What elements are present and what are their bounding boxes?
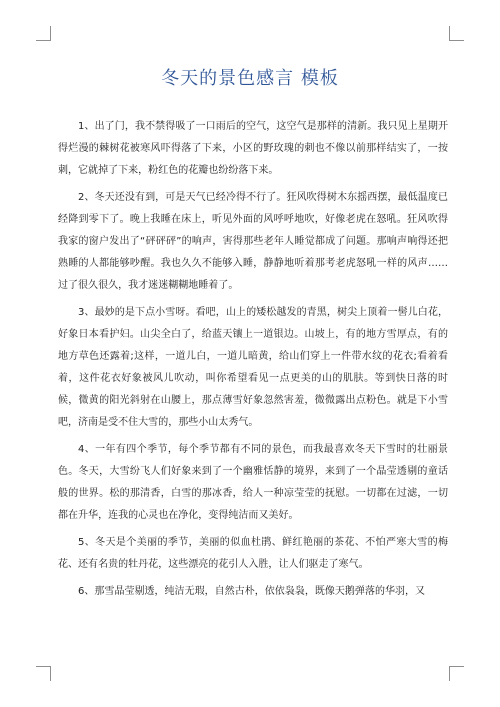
document-body <box>58 116 448 608</box>
crop-mark-top-right <box>449 26 464 41</box>
paragraph-4: 4、一年有四个季节，每个季节都有不同的景色，而我最喜欢冬天下雪时的壮丽景色。冬天，大雪纷飞人们好象来到了一个幽雅恬静的境界，来到了一个晶莹透剔的童话般的世界。松的那清香，白雪的那冰香，给人一种凉莹莹的抚慰。一切都在过滤，一切都在升华，连我的心灵也在净化，变得纯洁而又美好。 <box>58 444 448 522</box>
paragraph-1: 1、出了门，我不禁得吸了一口雨后的空气，这空气是那样的清新。我只见上星期开得烂漫的棘树花被寒风吓得落了下来，小区的野玫瑰的刺也不像以前那样结实了，一按刺，它就掉了下来，粉红色的花瓣也纷纷落下来。 <box>58 121 448 177</box>
paragraph-5: 5、冬天是个美丽的季节，美丽的似血杜鹃、鲜红艳丽的茶花、不怕严寒大雪的梅花、还有名贵的牡丹花，这些漂亮的花引人入胜，让人们驱走了寒气。 <box>58 537 448 571</box>
document-title: 冬天的景色感言 模板 <box>161 68 339 89</box>
paragraph-2: 2、冬天还没有到，可是天气已经冷得不行了。狂风吹得树木东摇西摆，最低温度已经降到零下了。晚上我睡在床上，听见外面的风呼呼地吹，好像老虎在怒吼。狂风吹得我家的窗户发出了“砰砰砰”的响声，害得那些老年人睡觉都成了问题。那响声响得还把熟睡的人都能够吵醒。我也久久不能够入睡，静静地听着那考老虎怒吼一样的风声……过了很久很久，我才迷迷糊糊地睡着了。 <box>58 191 448 292</box>
crop-mark-bottom-left <box>36 666 51 681</box>
paragraph-6: 6、那雪晶莹剔透，纯洁无瑕，自然古朴，依依袅袅，既像天鹅弹落的华羽，又 <box>78 585 426 597</box>
crop-mark-top-left <box>36 26 51 41</box>
crop-mark-bottom-right <box>449 666 464 681</box>
paragraph-3: 3、最妙的是下点小雪呀。看吧，山上的矮松越发的青黑，树尖上顶着一髻儿白花，好象日本看护妇。山尖全白了，给蓝天镶上一道银边。山坡上，有的地方雪厚点，有的地方草色还露着;这样，一道儿白，一道儿暗黄，给山们穿上一件带水纹的花衣;看着看着，这件花衣好象被风儿吹动，叫你希望看见一点更美的山的肌肤。等到快日落的时候，微黄的阳光斜射在山腰上，那点薄雪好象忽然害羞，微微露出点粉色。就是下小雪吧，济南是受不住大雪的，那些小山太秀气。 <box>58 306 448 429</box>
